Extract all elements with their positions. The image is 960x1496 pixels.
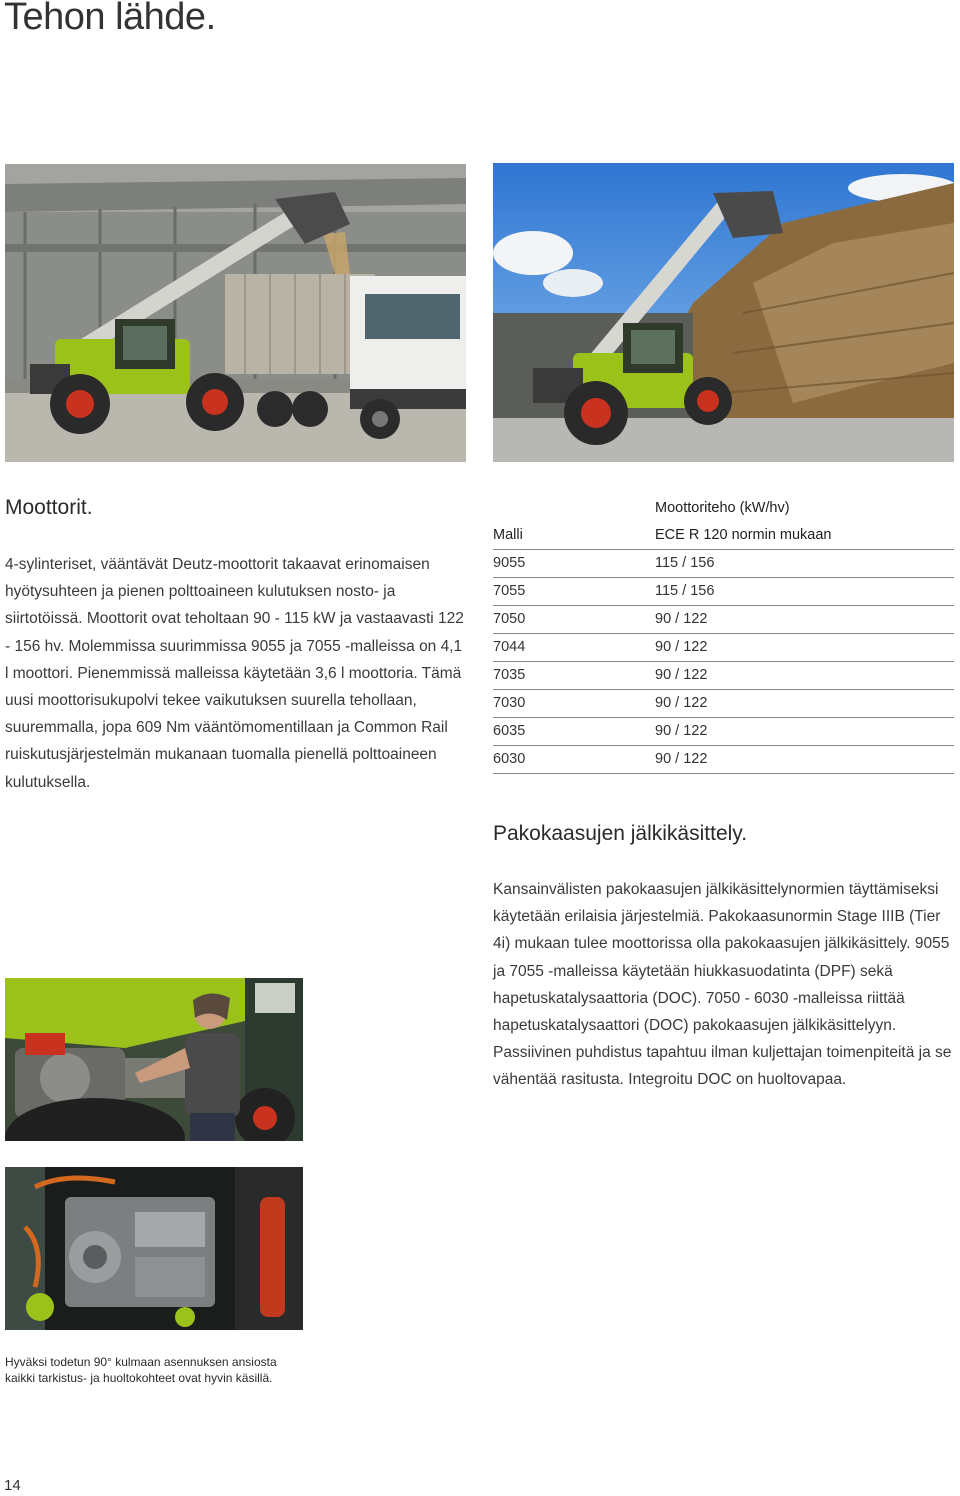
engines-text: 4-sylinteriset, vääntävät Deutz-moottorit takaavat erinomaisen hyötysuhteen ja pienen polttoaineen kulutuksen nosto- ja siirtotöissä. Moottorit ovat teholtaan 90 - 115 kW ja vastaavasti 122 - 156 hv. Molemmissa suurimmissa 9055 ja 7055 -malleissa on 4,1 l moottori. Pienemmissä malleissa käytetään 3,6 l moottoria. Tämä uusi moottorisukupolvi tekee vaikutuksen suurella tehollaan, suuremmalla, jopa 609 Nm vääntömomentillaan ja Common Rail ruiskutusjärjestelmän mukanaan tuomalla pienellä polttoaineen kulutuksella. (5, 556, 464, 791)
table-row (493, 718, 954, 746)
engine-power-table (493, 498, 954, 774)
table-row (493, 550, 954, 578)
exhaust-text: Kansainvälisten pakokaasujen jälkikäsittelynormien täyttämiseksi käytetään erilaisia järjestelmiä. Pakokaasunormin Stage IIIB (Tier 4i) mukaan tulee moottorissa olla pakokaasujen jälkikäsittely. 9055 ja 7055 -malleissa käytetään hiukkasuodatinta (DPF) sekä hapetuskatalysaattoria (DOC). 7050 - 6030 -malleissa riittää hapetuskatalysaattori (DOC) pakokaasujen jälkikäsittelyyn. Passiivinen puhdistus tapahtuu ilman kuljettajan toimenpiteitä ja se vähentää rasitusta. Integroitu DOC on huoltovapaa. (493, 881, 952, 1089)
table-header-power-line2: ECE R 120 normin mukaan (655, 527, 832, 543)
table-cell-model: 7050 (493, 611, 526, 627)
engines-heading: Moottorit. (5, 496, 93, 519)
exhaust-heading: Pakokaasujen jälkikäsittely. (493, 822, 748, 845)
table-row (493, 634, 954, 662)
table-header-model: Malli (493, 527, 523, 543)
table-cell-power: 115 / 156 (655, 583, 715, 599)
table-row (493, 606, 954, 634)
photo-telehandler-loading-truck (5, 164, 466, 462)
caption-line2: kaikki tarkistus- ja huoltokohteet ovat hyvin käsillä. (5, 1371, 273, 1385)
table-cell-power: 90 / 122 (655, 695, 708, 711)
table-cell-model: 7030 (493, 695, 526, 711)
table-cell-model: 7055 (493, 583, 526, 599)
table-cell-power: 90 / 122 (655, 751, 708, 767)
table-cell-power: 90 / 122 (655, 611, 708, 627)
table-cell-model: 7035 (493, 667, 526, 683)
table-row (493, 662, 954, 690)
table-cell-power: 90 / 122 (655, 723, 708, 739)
table-header-row (493, 522, 954, 550)
table-cell-power: 115 / 156 (655, 555, 715, 571)
photo-mechanic-engine-service (5, 978, 303, 1141)
table-cell-model: 6030 (493, 751, 526, 767)
table-header-power-line1: Moottoriteho (kW/hv) (655, 500, 790, 516)
photo-telehandler-silage (493, 163, 954, 462)
caption-line1: Hyväksi todetun 90° kulmaan asennuksen ansiosta (5, 1355, 277, 1369)
table-cell-power: 90 / 122 (655, 639, 708, 655)
table-cell-model: 7044 (493, 639, 526, 655)
page-number: 14 (4, 1477, 21, 1494)
table-cell-power: 90 / 122 (655, 667, 708, 683)
table-cell-model: 6035 (493, 723, 526, 739)
table-row (493, 746, 954, 774)
table-row (493, 690, 954, 718)
page-title: Tehon lähde. (4, 0, 216, 38)
table-cell-model: 9055 (493, 555, 526, 571)
table-row (493, 578, 954, 606)
photo-caption (5, 1354, 335, 1386)
photo-engine-closeup (5, 1167, 303, 1330)
